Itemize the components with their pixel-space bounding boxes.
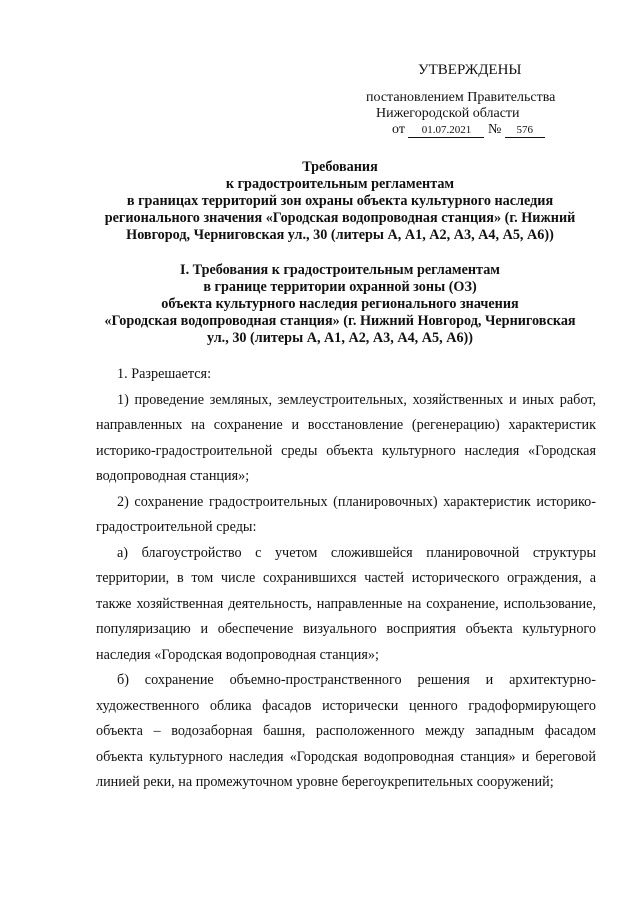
section-heading-line: I. Требования к градостроительным регламентам (180, 262, 500, 278)
paragraph: 1) проведение земляных, землеустроительных, хозяйственных и иных работ, направленных на сохранение и восстановление (регенерацию) характеристик историко-градостроительной среды объекта культурного наследия «Городская водопроводная станция»; (96, 391, 596, 484)
approval-number: 576 (505, 123, 545, 138)
main-heading-line: Новгород, Черниговская ул., 30 (литеры А, А1, А2, А3, А4, А5, А6)) (126, 227, 554, 243)
approval-date-number-line (392, 121, 545, 139)
paragraph: 1. Разрешается: (117, 366, 212, 382)
section-heading-line: в границе территории охранной зоны (ОЗ) (203, 279, 477, 295)
approval-line-region: Нижегородской области (376, 106, 520, 121)
body-text (96, 362, 596, 796)
from-label: от (392, 122, 405, 137)
main-heading-line: Требования (302, 159, 378, 175)
paragraph: б) сохранение объемно-пространственного решения и архитектурно-художественного облика фасадов исторически ценного градоформирующего объекта – водозаборная башня, расположенного между западным фасадом объекта культурного наследия «Городская водопроводная станция» и береговой линией реки, на промежуточном уровне берегоукрепительных сооружений; (96, 672, 596, 790)
approval-date: 01.07.2021 (408, 123, 484, 138)
section-heading-line: «Городская водопроводная станция» (г. Нижний Новгород, Черниговская (104, 313, 576, 329)
section-heading-line: ул., 30 (литеры А, А1, А2, А3, А4, А5, А6)) (206, 330, 473, 346)
paragraph: а) благоустройство с учетом сложившейся планировочной структуры территории, в том числе сохранившихся частей исторического ограждения, а также хозяйственная деятельность, направленные на сохранение, использование, популяризацию и обеспечение визуального восприятия объекта культурного наследия «Городская водопроводная станция»; (96, 544, 596, 663)
section-heading (70, 262, 610, 347)
section-heading-line: объекта культурного наследия регионального значения (161, 296, 519, 312)
approval-title: УТВЕРЖДЕНЫ (418, 62, 522, 78)
main-heading-line: в границах территорий зон охраны объекта культурного наследия (126, 193, 554, 209)
main-heading-line: регионального значения «Городская водопроводная станция» (г. Нижний (104, 210, 576, 226)
number-label: № (487, 122, 502, 137)
main-heading-line: к градостроительным регламентам (225, 176, 455, 192)
main-heading (70, 159, 610, 244)
approval-line-resolution: постановлением Правительства (366, 90, 556, 105)
paragraph: 2) сохранение градостроительных (планировочных) характеристик историко-градостроительной среды: (96, 493, 596, 535)
